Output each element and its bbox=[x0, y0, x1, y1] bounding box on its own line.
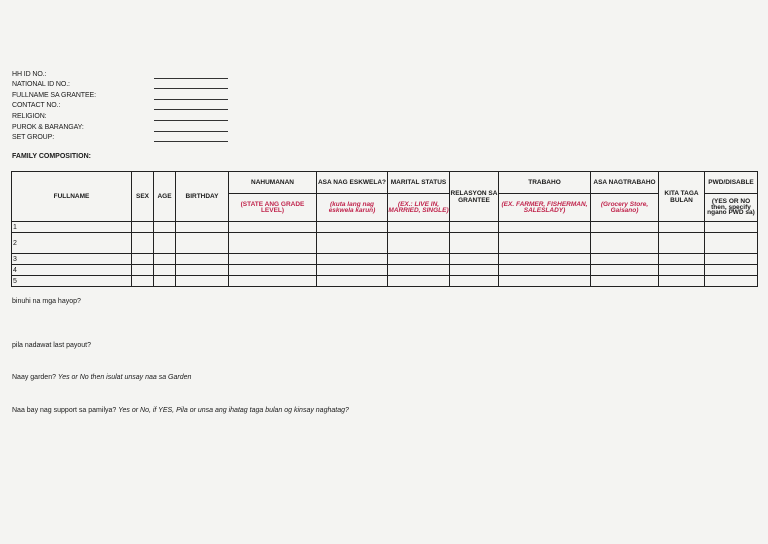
table-row bbox=[12, 222, 758, 233]
field-contact-no bbox=[12, 100, 228, 111]
table-cell[interactable] bbox=[317, 265, 388, 276]
table-cell[interactable] bbox=[450, 265, 499, 276]
col-pwd-hint: (YES OR NO then, specify ngano PWD sa) bbox=[705, 194, 758, 222]
header-fields bbox=[12, 68, 228, 142]
table-row bbox=[12, 276, 758, 287]
field-blank-line[interactable] bbox=[154, 82, 228, 89]
table-cell[interactable] bbox=[176, 222, 229, 233]
table-cell[interactable] bbox=[154, 222, 176, 233]
question-last-payout: pila nadawat last payout? bbox=[12, 342, 91, 349]
table-cell[interactable] bbox=[154, 233, 176, 254]
table-cell[interactable] bbox=[705, 265, 758, 276]
table-cell[interactable] bbox=[317, 254, 388, 265]
table-cell[interactable] bbox=[132, 265, 154, 276]
table-cell[interactable] bbox=[176, 254, 229, 265]
table-cell[interactable] bbox=[229, 254, 317, 265]
col-marital-status: MARITAL STATUS bbox=[388, 172, 450, 194]
table-cell[interactable] bbox=[450, 254, 499, 265]
field-religion bbox=[12, 110, 228, 121]
field-label: HH ID NO.: bbox=[12, 70, 47, 78]
table-cell[interactable] bbox=[450, 276, 499, 287]
table-cell[interactable] bbox=[499, 276, 591, 287]
table-row bbox=[12, 254, 758, 265]
col-kita-taga-bulan: KITA TAGA BULAN bbox=[659, 172, 705, 222]
table-row bbox=[12, 265, 758, 276]
table-cell[interactable] bbox=[705, 254, 758, 265]
table-cell[interactable] bbox=[591, 276, 659, 287]
field-blank-line[interactable] bbox=[154, 72, 228, 79]
table-cell[interactable] bbox=[659, 222, 705, 233]
col-nahumanan: NAHUMANAN bbox=[229, 172, 317, 194]
table-cell[interactable] bbox=[317, 276, 388, 287]
table-cell[interactable] bbox=[176, 265, 229, 276]
field-blank-line[interactable] bbox=[154, 114, 228, 121]
field-set-group bbox=[12, 132, 228, 143]
table-cell[interactable] bbox=[450, 222, 499, 233]
table-cell[interactable] bbox=[154, 265, 176, 276]
col-age: AGE bbox=[154, 172, 176, 222]
col-marital-hint: (EX.: LIVE IN, MARRIED, SINGLE) bbox=[388, 194, 450, 222]
question-support-text: Naa bay nag support sa pamilya? bbox=[12, 407, 119, 414]
col-fullname: FULLNAME bbox=[12, 172, 132, 222]
col-relasyon: RELASYON SA GRANTEE bbox=[450, 172, 499, 222]
col-asa-eskwela-hint: (kuta lang nag eskwela karun) bbox=[317, 194, 388, 222]
table-cell[interactable] bbox=[591, 233, 659, 254]
row-number: 3 bbox=[12, 254, 132, 265]
col-nahumanan-hint: (STATE ANG GRADE LEVEL) bbox=[229, 194, 317, 222]
row-number: 5 bbox=[12, 276, 132, 287]
row-number: 2 bbox=[12, 233, 132, 254]
field-national-id bbox=[12, 79, 228, 90]
col-pwd: PWD/DISABLE bbox=[705, 172, 758, 194]
field-label: FULLNAME SA GRANTEE: bbox=[12, 91, 96, 99]
table-cell[interactable] bbox=[176, 233, 229, 254]
question-garden-instruction: Yes or No then isulat unsay naa sa Garden bbox=[57, 374, 192, 381]
field-label: RELIGION: bbox=[12, 112, 47, 120]
table-cell[interactable] bbox=[176, 276, 229, 287]
question-garden-text: Naay garden? bbox=[12, 374, 58, 381]
table-cell[interactable] bbox=[154, 254, 176, 265]
question-garden bbox=[12, 374, 191, 381]
table-cell[interactable] bbox=[132, 222, 154, 233]
table-cell[interactable] bbox=[659, 265, 705, 276]
table-cell[interactable] bbox=[705, 222, 758, 233]
table-cell[interactable] bbox=[499, 222, 591, 233]
table-header-row bbox=[12, 172, 758, 194]
field-purok-barangay bbox=[12, 121, 228, 132]
table-cell[interactable] bbox=[499, 265, 591, 276]
table-cell[interactable] bbox=[132, 233, 154, 254]
col-trabaho-hint: (EX. FARMER, FISHERMAN, SALESLADY) bbox=[499, 194, 591, 222]
row-number: 4 bbox=[12, 265, 132, 276]
question-family-support bbox=[12, 407, 349, 414]
table-cell[interactable] bbox=[591, 265, 659, 276]
table-cell[interactable] bbox=[229, 276, 317, 287]
table-cell[interactable] bbox=[154, 276, 176, 287]
col-asa-eskwela: ASA NAG ESKWELA? bbox=[317, 172, 388, 194]
table-cell[interactable] bbox=[132, 276, 154, 287]
field-fullname-grantee bbox=[12, 89, 228, 100]
table-cell[interactable] bbox=[705, 233, 758, 254]
table-cell[interactable] bbox=[659, 233, 705, 254]
table-cell[interactable] bbox=[388, 233, 450, 254]
field-label: PUROK & BARANGAY: bbox=[12, 123, 84, 131]
row-number: 1 bbox=[12, 222, 132, 233]
field-label: SET GROUP: bbox=[12, 134, 55, 142]
field-blank-line[interactable] bbox=[154, 125, 228, 132]
question-support-instruction: Yes or No, if YES, Pila or unsa ang ihatag taga bulan og kinsay naghatag? bbox=[118, 407, 349, 414]
table-cell[interactable] bbox=[388, 276, 450, 287]
field-blank-line[interactable] bbox=[154, 93, 228, 100]
table-cell[interactable] bbox=[388, 254, 450, 265]
table-cell[interactable] bbox=[388, 265, 450, 276]
col-asa-nagtrabaho: ASA NAGTRABAHO bbox=[591, 172, 659, 194]
col-birthday: BIRTHDAY bbox=[176, 172, 229, 222]
table-cell[interactable] bbox=[229, 233, 317, 254]
table-cell[interactable] bbox=[450, 233, 499, 254]
table-cell[interactable] bbox=[317, 233, 388, 254]
field-hh-id bbox=[12, 68, 228, 79]
field-blank-line[interactable] bbox=[154, 135, 228, 142]
family-composition-title: FAMILY COMPOSITION: bbox=[12, 153, 91, 160]
col-sex: SEX bbox=[132, 172, 154, 222]
field-label: NATIONAL ID NO.: bbox=[12, 81, 70, 89]
col-trabaho: TRABAHO bbox=[499, 172, 591, 194]
table-cell[interactable] bbox=[499, 254, 591, 265]
field-blank-line[interactable] bbox=[154, 103, 228, 110]
table-cell[interactable] bbox=[659, 254, 705, 265]
table-cell[interactable] bbox=[591, 254, 659, 265]
question-livestock: binuhi na mga hayop? bbox=[12, 298, 81, 305]
col-asa-nagtrabaho-hint: (Grocery Store, Gaisano) bbox=[591, 194, 659, 222]
table-cell[interactable] bbox=[229, 265, 317, 276]
table-cell[interactable] bbox=[317, 222, 388, 233]
table-cell[interactable] bbox=[388, 222, 450, 233]
table-cell[interactable] bbox=[229, 222, 317, 233]
table-cell[interactable] bbox=[659, 276, 705, 287]
family-composition-table bbox=[11, 171, 758, 287]
table-cell[interactable] bbox=[705, 276, 758, 287]
table-row bbox=[12, 233, 758, 254]
table-cell[interactable] bbox=[499, 233, 591, 254]
field-label: CONTACT NO.: bbox=[12, 102, 61, 110]
table-cell[interactable] bbox=[132, 254, 154, 265]
table-cell[interactable] bbox=[591, 222, 659, 233]
